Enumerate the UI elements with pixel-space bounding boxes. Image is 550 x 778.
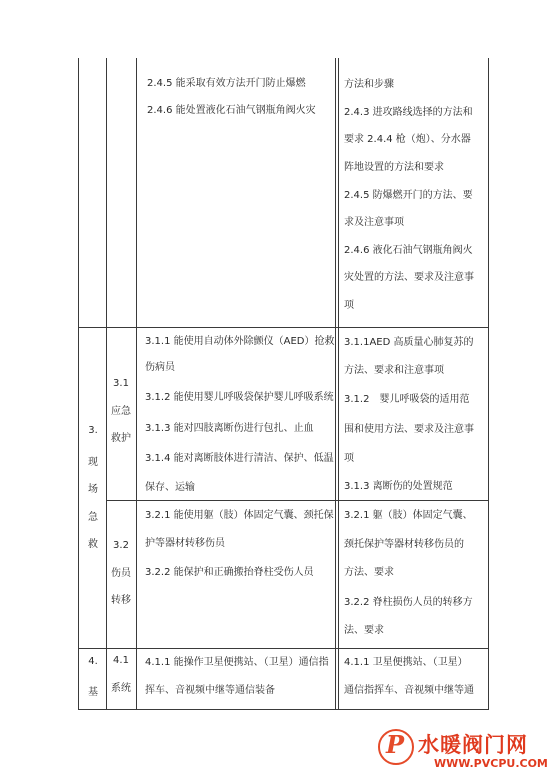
table-bottom-edge xyxy=(78,709,488,710)
logo-url: WWW.PVCPU.COM xyxy=(434,757,548,770)
knowledge-line: 3.2.1 躯（肢）体固定气囊、 xyxy=(344,510,473,521)
skill-line: 护等器材转移伤员 xyxy=(145,538,225,549)
section-3-char: 急 xyxy=(88,512,98,523)
skill-2-4-5: 2.4.5 能采取有效方法开门防止爆燃 xyxy=(147,78,306,89)
subsection-3-2-name: 转移 xyxy=(111,595,131,606)
knowledge-line: 颈托保护等器材转移伤员的 xyxy=(344,539,464,550)
subsection-4-1-code: 4.1 xyxy=(113,655,129,666)
subsection-3-2-code: 3.2 xyxy=(113,540,129,551)
section-3-char: 救 xyxy=(88,539,98,550)
knowledge-line: 2.4.3 进攻路线选择的方法和 xyxy=(344,107,473,118)
skill-line: 3.1.3 能对四肢离断伤进行包扎、止血 xyxy=(145,423,314,434)
knowledge-line: 要求 2.4.4 枪（炮）、分水器 xyxy=(344,134,471,145)
subsection-4-1-name: 系统 xyxy=(111,683,131,694)
knowledge-line: 方法和步骤 xyxy=(344,79,394,90)
skill-line: 保存、运输 xyxy=(145,482,195,493)
skill-line: 3.1.4 能对离断肢体进行清洁、保护、低温 xyxy=(145,453,334,464)
knowledge-line: 2.4.6 液化石油气钢瓶角阀火 xyxy=(344,245,473,256)
knowledge-line: 2.4.5 防爆燃开门的方法、要 xyxy=(344,190,473,201)
logo-letter: P xyxy=(386,730,405,759)
col-divider-3b xyxy=(338,58,339,710)
section-3-char: 现 xyxy=(88,457,98,468)
skill-line: 伤病员 xyxy=(145,362,175,373)
knowledge-line: 方法、要求 xyxy=(344,567,394,578)
skill-line: 3.1.2 能使用婴儿呼吸袋保护婴儿呼吸系统 xyxy=(145,392,334,403)
knowledge-line: 法、要求 xyxy=(344,625,384,636)
table-left-edge xyxy=(78,58,79,710)
knowledge-line: 阵地设置的方法和要求 xyxy=(344,162,444,173)
skill-line: 3.2.2 能保护和正确搬抬脊柱受伤人员 xyxy=(145,567,314,578)
skill-line: 3.1.1 能使用自动体外除颤仪（AED）抢救 xyxy=(145,336,335,347)
subsection-3-1-name: 应急 xyxy=(111,406,131,417)
skill-2-4-6: 2.4.6 能处置液化石油气钢瓶角阀火灾 xyxy=(147,105,316,116)
section-4-number: 4. xyxy=(88,656,98,667)
col-divider-3 xyxy=(335,58,336,710)
skill-line: 4.1.1 能操作卫星便携站、（卫星）通信指 xyxy=(145,657,329,668)
site-watermark-logo xyxy=(378,727,548,775)
col-divider-2 xyxy=(136,58,137,710)
row-divider-3-2 xyxy=(106,500,488,501)
knowledge-line: 方法、要求和注意事项 xyxy=(344,365,444,376)
row-divider-3 xyxy=(78,327,488,328)
knowledge-line: 灾处置的方法、要求及注意事 xyxy=(344,272,474,283)
section-4-char: 基 xyxy=(88,687,98,698)
knowledge-line: 围和使用方法、要求及注意事 xyxy=(344,424,474,435)
knowledge-line: 3.2.2 脊柱损伤人员的转移方 xyxy=(344,597,473,608)
knowledge-line: 4.1.1 卫星便携站、（卫星） xyxy=(344,657,468,668)
knowledge-line: 项 xyxy=(344,300,354,311)
skill-line: 挥车、音视频中继等通信装备 xyxy=(145,685,275,696)
table-right-edge xyxy=(488,58,489,710)
row-divider-4 xyxy=(78,648,488,649)
knowledge-line: 3.1.2 婴儿呼吸袋的适用范 xyxy=(344,394,470,405)
knowledge-line: 项 xyxy=(344,453,354,464)
section-3-char: 场 xyxy=(88,484,98,495)
knowledge-line: 通信指挥车、音视频中继等通 xyxy=(344,685,474,696)
knowledge-line: 3.1.1AED 高质量心肺复苏的 xyxy=(344,337,474,348)
subsection-3-1-name: 救护 xyxy=(111,433,131,444)
skill-line: 3.2.1 能使用躯（肢）体固定气囊、颈托保 xyxy=(145,510,334,521)
subsection-3-2-name: 伤员 xyxy=(111,568,131,579)
section-3-number: 3. xyxy=(88,425,98,436)
subsection-3-1-code: 3.1 xyxy=(113,378,129,389)
logo-title: 水暖阀门网 xyxy=(418,733,528,757)
knowledge-line: 求及注意事项 xyxy=(344,217,404,228)
knowledge-line: 3.1.3 离断伤的处置规范 xyxy=(344,481,453,492)
